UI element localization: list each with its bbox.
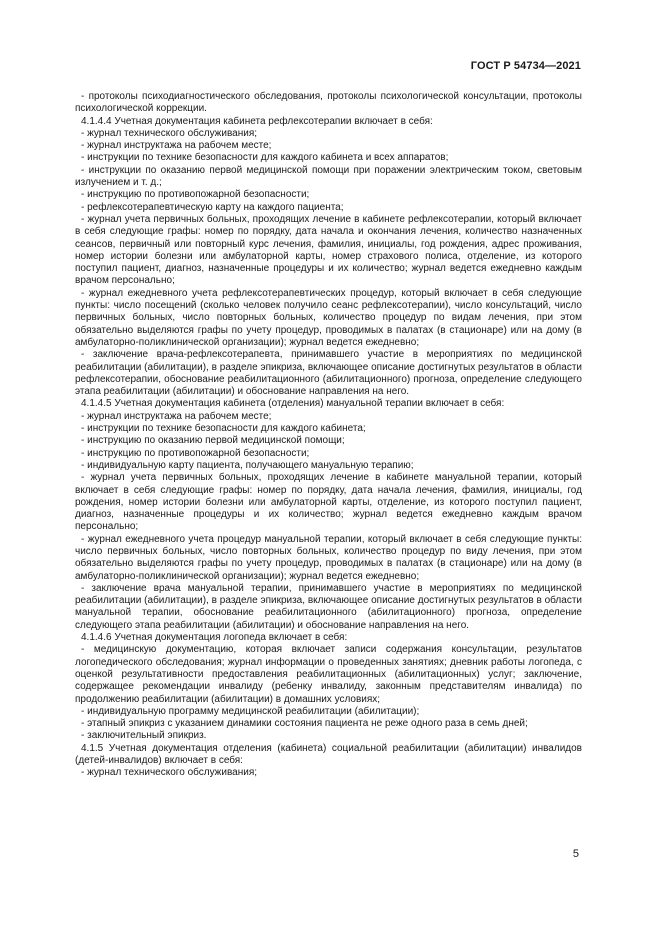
paragraph: - индивидуальную карту пациента, получающего мануальную терапию; [81, 459, 414, 471]
paragraph: - заключительный эпикриз. [81, 730, 207, 742]
paragraph: - инструкции по технике безопасности для каждого кабинета; [81, 423, 366, 435]
paragraph: - журнал ежедневного учета рефлексотерапевтических процедур, который включает в себя следующие пункты: число посещений (сколько человек получило сеанс рефлексотерапии), число консультаций, число первичных больных, число повторных больных, количество процедур по видам лечения, при этом обязательно выделяются графы по учету процедур, проводимых в палатах (в стационаре) или на дому (в амбулаторно-поликлинической организации); журнал ведется ежедневно; [75, 287, 582, 348]
paragraph: 4.1.5 Учетная документация отделения (кабинета) социальной реабилитации (абилитации) инвалидов (детей-инвалидов) включает в себя: [75, 742, 582, 767]
paragraph: - инструкции по оказанию первой медицинской помощи при поражении электрическим током, световым излучением и т. д.; [75, 164, 582, 189]
paragraph: - заключение врача мануальной терапии, принимавшего участие в мероприятиях по медицинской реабилитации (абилитации), в разделе эпикриза, включающее описание достигнутых результатов в области мануальной терапии, обоснование реабилитационного (абилитационного) прогноза, определение следующего этапа реабилитации (абилитации) и обоснование направления на него. [75, 582, 582, 631]
paragraph: 4.1.4.4 Учетная документация кабинета рефлексотерапии включает в себя: [81, 115, 433, 127]
paragraph: - медицинскую документацию, которая включает записи содержания консультации, результатов логопедического обследования; журнал информации о проведенных занятиях; дневник работы логопеда, с оценкой результативности предоставления реабилитационных (абилитационных) услуг; заключение, содержащее рекомендации инвалиду (ребенку инвалиду, законным представителям инвалида) по продолжению реабилитации (абилитации) в домашних условиях; [75, 644, 582, 705]
document-body [75, 91, 582, 780]
paragraph: - журнал ежедневного учета процедур мануальной терапии, который включает в себя следующие пункты: число первичных больных, число повторных больных, количество процедур по виду лечения, при этом обязательно выделяются графы по учету процедур, проводимых в палатах (в стационаре) или на дому (в амбулаторно-поликлинической организации); журнал ведется ежедневно; [75, 533, 582, 582]
paragraph: - журнал инструктажа на рабочем месте; [81, 410, 272, 422]
paragraph: 4.1.4.6 Учетная документация логопеда включает в себя: [81, 632, 348, 644]
paragraph: - инструкцию по противопожарной безопасности; [81, 189, 310, 201]
paragraph: - журнал учета первичных больных, проходящих лечение в кабинете рефлексотерапии, который включает в себя следующие графы: номер по порядку, дата начала и окончания лечения, количество назначенных сеансов, первичный или повторный курс лечения, фамилия, инициалы, год рождения, адрес проживания, номер истории болезни или амбулаторной карты, номер страхового полиса, отделение, из которого поступил пациент, диагноз, назначенные процедуры и их количество; журнал ведется ежедневно каждым врачом персонально; [75, 213, 582, 287]
paragraph: 4.1.4.5 Учетная документация кабинета (отделения) мануальной терапии включает в себя: [81, 398, 505, 410]
paragraph: - инструкции по технике безопасности для каждого кабинета и всех аппаратов; [81, 152, 449, 164]
doc-number-header: ГОСТ Р 54734—2021 [470, 60, 581, 72]
paragraph: - этапный эпикриз с указанием динамики состояния пациента не реже одного раза в семь дней; [81, 718, 528, 730]
paragraph: - протоколы психодиагностического обследования, протоколы психологической консультации, протоколы психологической коррекции. [75, 91, 582, 115]
paragraph: - рефлексотерапевтическую карту на каждого пациента; [81, 201, 344, 213]
paragraph: - журнал учета первичных больных, проходящих лечение в кабинете мануальной терапии, который включает в себя следующие графы: номер по порядку, дата начала лечения, фамилия, инициалы, год рождения, номер истории болезни или амбулаторной карты, отделение, из которого поступил пациент, диагноз, назначенные процедуры и их количество; журнал ведется ежедневно каждым врачом персонально; [75, 472, 582, 533]
paragraph: - инструкцию по оказанию первой медицинской помощи; [81, 435, 345, 447]
paragraph: - журнал технического обслуживания; [81, 127, 258, 139]
paragraph: - журнал инструктажа на рабочем месте; [81, 140, 272, 152]
paragraph: - заключение врача-рефлексотерапевта, принимавшего участие в мероприятиях по медицинской реабилитации (абилитации), в разделе эпикриза, включающее описание достигнутых результатов в области рефлексотерапии, обоснование реабилитационного (абилитационного) прогноза, определение следующего этапа реабилитации (абилитации) и обоснование направления на него. [75, 349, 582, 398]
page-number: 5 [572, 848, 579, 860]
paragraph: - журнал технического обслуживания; [81, 767, 258, 779]
paragraph: - инструкцию по противопожарной безопасности; [81, 447, 310, 459]
paragraph: - индивидуальную программу медицинской реабилитации (абилитации); [81, 705, 420, 717]
